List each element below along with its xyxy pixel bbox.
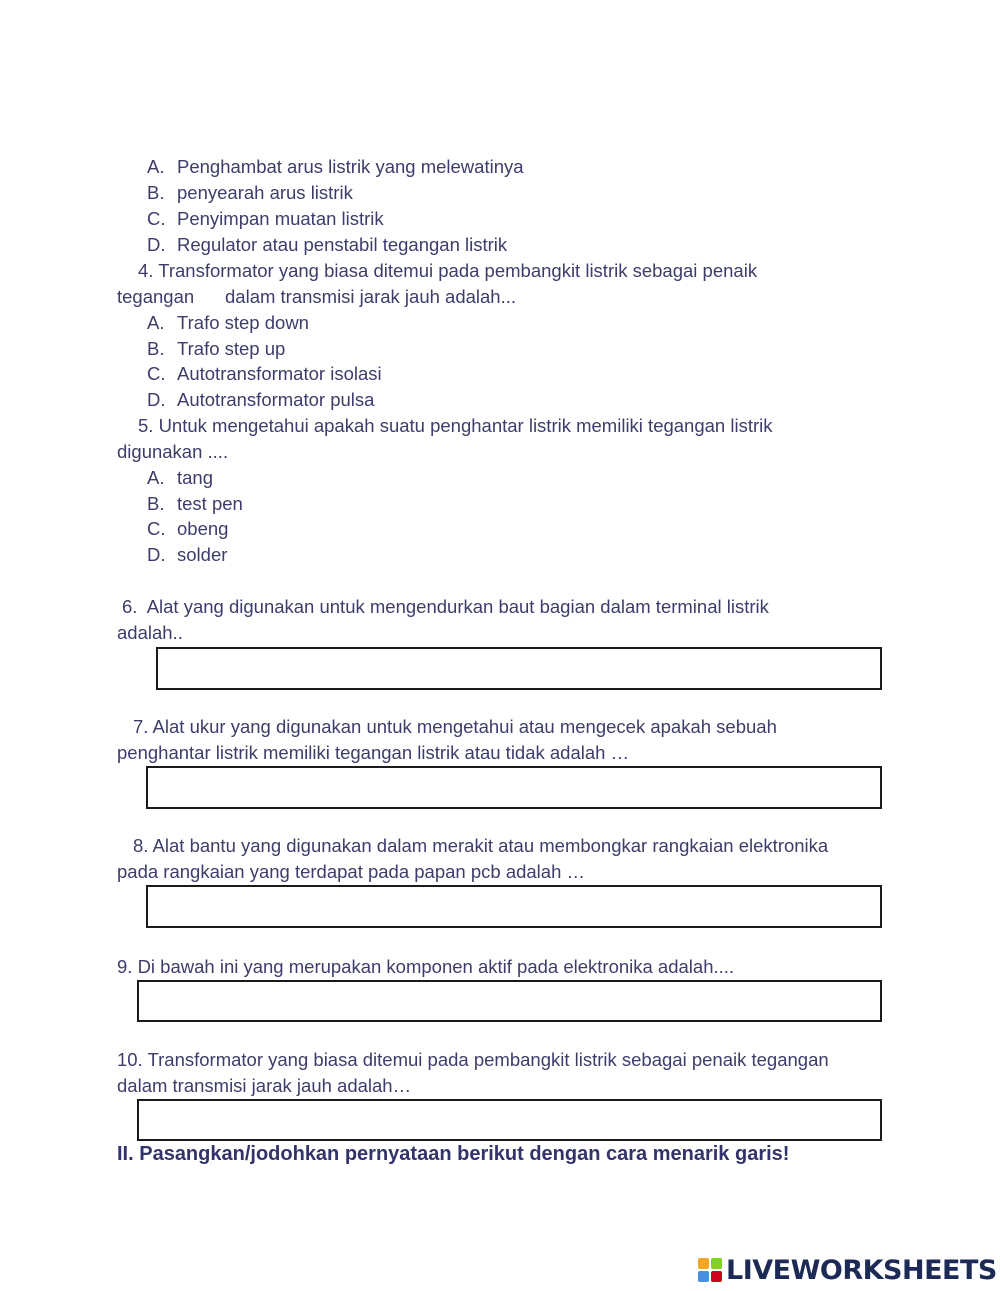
q8-question-line1: 8. Alat bantu yang digunakan dalam merakit atau membongkar rangkaian elektronika — [133, 835, 829, 856]
q9-question-line1: 9. Di bawah ini yang merupakan komponen aktif pada elektronika adalah.... — [117, 956, 735, 977]
q4-question-line1: 4. Transformator yang biasa ditemui pada pembangkit listrik sebagai penaik — [138, 260, 758, 281]
q5-question-line2: digunakan .... — [117, 441, 229, 462]
liveworksheets-logo-text: LIVEWORKSHEETS — [726, 1254, 997, 1286]
liveworksheets-logo — [698, 1253, 997, 1287]
liveworksheets-logo-icon — [698, 1258, 722, 1282]
logo-icon-square-l — [698, 1258, 709, 1269]
q4-option-c: C. Autotransformator isolasi — [147, 363, 382, 384]
q7-question-line2: penghantar listrik memiliki tegangan listrik atau tidak adalah … — [117, 742, 630, 763]
q10-question-line1: 10. Transformator yang biasa ditemui pada pembangkit listrik sebagai penaik tegangan — [117, 1049, 829, 1070]
q4-question-line2: tegangan dalam transmisi jarak jauh adalah... — [117, 286, 517, 307]
q6-question-line2: adalah.. — [117, 622, 183, 643]
q10-answer-input[interactable] — [137, 1099, 882, 1141]
q7-question-line1: 7. Alat ukur yang digunakan untuk mengetahui atau mengecek apakah sebuah — [133, 716, 777, 737]
q5-option-a: A. tang — [147, 467, 214, 488]
q3-option-d: D. Regulator atau penstabil tegangan listrik — [147, 234, 508, 255]
logo-icon-square-i — [711, 1258, 722, 1269]
q8-answer-input[interactable] — [146, 885, 882, 928]
q10-question-line2: dalam transmisi jarak jauh adalah… — [117, 1075, 412, 1096]
section-2-title: II. Pasangkan/jodohkan pernyataan berikut dengan cara menarik garis! — [117, 1143, 790, 1165]
q3-option-a: A. Penghambat arus listrik yang melewatinya — [147, 156, 524, 177]
q4-option-b: B. Trafo step up — [147, 338, 286, 359]
logo-icon-square-e — [711, 1271, 722, 1282]
q6-answer-input[interactable] — [156, 647, 882, 690]
q3-option-c: C. Penyimpan muatan listrik — [147, 208, 384, 229]
q7-answer-input[interactable] — [146, 766, 882, 809]
logo-icon-square-v — [698, 1271, 709, 1282]
q9-answer-input[interactable] — [137, 980, 882, 1022]
q6-question-line1: 6. Alat yang digunakan untuk mengendurkan baut bagian dalam terminal listrik — [122, 596, 769, 617]
q5-question-line1: 5. Untuk mengetahui apakah suatu penghantar listrik memiliki tegangan listrik — [138, 415, 773, 436]
q4-option-a: A. Trafo step down — [147, 312, 309, 333]
q3-option-b: B. penyearah arus listrik — [147, 182, 353, 203]
q5-option-d: D. solder — [147, 544, 228, 565]
q4-option-d: D. Autotransformator pulsa — [147, 389, 375, 410]
q5-option-c: C. obeng — [147, 518, 229, 539]
q5-option-b: B. test pen — [147, 493, 243, 514]
q8-question-line2: pada rangkaian yang terdapat pada papan pcb adalah … — [117, 861, 586, 882]
